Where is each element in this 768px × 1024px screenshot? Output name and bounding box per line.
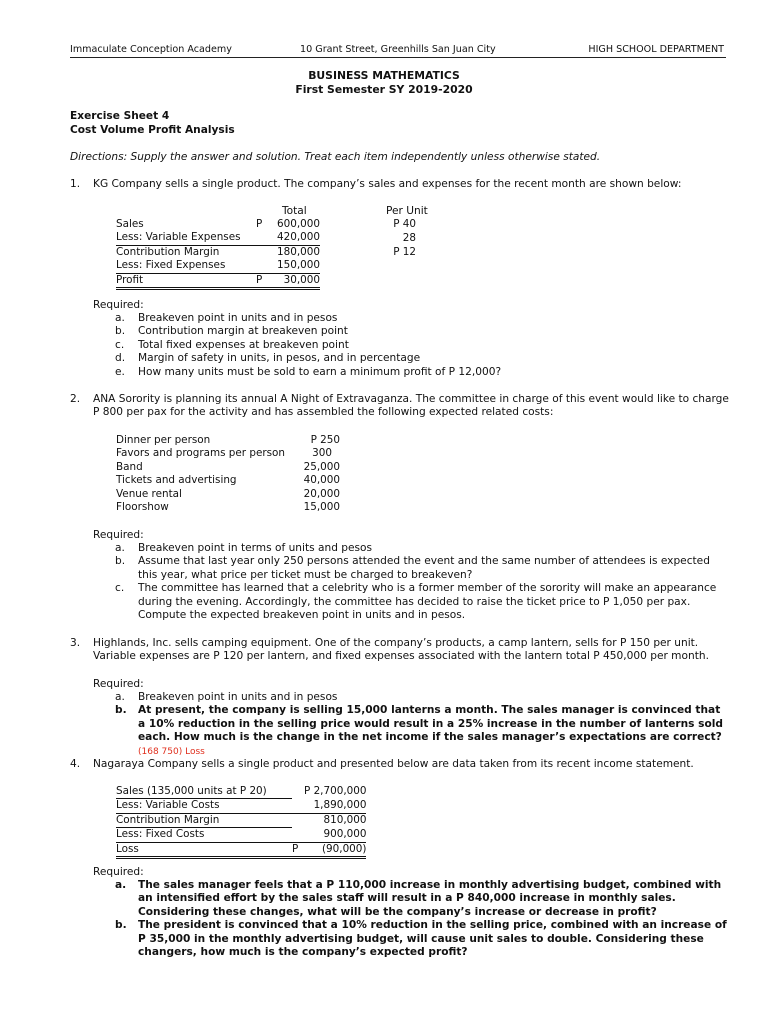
exercise-sheet: Exercise Sheet 4 — [70, 110, 170, 122]
list-item: c. The committee has learned that a celebrity who is a former member of the sorority will make an appearance during the evening. Accordingly, the committee has decided to raise the ticket price to P 1,050 per pax. Compute the expected breakeven point in units and in pesos. — [115, 582, 717, 622]
table-row: Dinner per person P 250 — [116, 434, 340, 446]
table-row: Floorshow 15,000 — [116, 501, 340, 514]
list-item: c. Total fixed expenses at breakeven point — [115, 338, 349, 351]
table-row: Contribution Margin 180,000 P 12 — [116, 245, 416, 258]
q3-text: Highlands, Inc. sells camping equipment. One of the company’s products, a camp lantern, sells for P 150 per unit. Variable expenses are P 120 per lantern, and fixed expenses associated with the lantern total P 450,000 per month. — [93, 637, 709, 663]
list-item: b. Contribution margin at breakeven point — [115, 325, 348, 338]
table-row: Band 25,000 — [116, 460, 340, 473]
school-name: Immaculate Conception Academy — [70, 44, 232, 55]
list-item: a. Breakeven point in units and in pesos — [115, 691, 338, 703]
subject-title: BUSINESS MATHEMATICS — [308, 69, 460, 82]
q2-required-list — [115, 542, 731, 622]
q4-income-table — [116, 785, 366, 859]
semester-title: First Semester SY 2019-2020 — [295, 83, 473, 96]
school-address: 10 Grant Street, Greenhills San Juan City — [300, 44, 496, 55]
list-item: a. Breakeven point in terms of units and pesos — [115, 542, 373, 554]
q1-required-list — [115, 312, 731, 379]
q1-income-table — [116, 218, 418, 290]
table-row: Profit P 30,000 — [116, 273, 418, 288]
list-item: b. The president is convinced that a 10% reduction in the selling price, combined with an increase of P 35,000 in the monthly advertising budget, will cause unit sales to double. Considering these changers, how much is the company’s expected profit? — [115, 919, 727, 959]
q2-required-label: Required: — [93, 529, 144, 541]
table-row: Loss P (90,000) — [116, 842, 366, 857]
q2-text: ANA Sorority is planning its annual A Night of Extravaganza. The committee in charge of this event would like to charge P 800 per pax for the activity and has assembled the following expected related costs: — [93, 393, 729, 419]
q1-col-total: Total — [282, 205, 307, 217]
q4-required-label: Required: — [93, 866, 144, 878]
list-item: b. At present, the company is selling 15,000 lanterns a month. The sales manager is convinced that a 10% reduction in the selling price would result in a 25% increase in the number of lanterns sold each. How much is the change in the net income if the sales manager’s expectations are correct?(168 750) Loss — [115, 704, 723, 757]
answer-note: (168 750) Loss — [138, 746, 205, 757]
table-row: Less: Variable Expenses 420,000 28 — [116, 231, 416, 244]
table-row: Contribution Margin 810,000 — [116, 813, 367, 827]
table-row: Sales (135,000 units at P 20) P 2,700,000 — [116, 785, 367, 798]
q1-number: 1. — [70, 178, 81, 190]
q1-text: KG Company sells a single product. The company’s sales and expenses for the recent month are shown below: — [93, 178, 682, 190]
q2-number: 2. — [70, 393, 81, 405]
list-item: b. Assume that last year only 250 persons attended the event and the same number of attendees is expected this year, what price per ticket must be charged to breakeven? — [115, 555, 710, 581]
q1-col-per-unit: Per Unit — [386, 205, 428, 217]
q4-required-list — [115, 879, 731, 959]
list-item: a. Breakeven point in units and in pesos — [115, 312, 338, 324]
table-row: Less: Fixed Costs 900,000 — [116, 827, 367, 841]
list-item: e. How many units must be sold to earn a minimum profit of P 12,000? — [115, 365, 502, 378]
q3-required-label: Required: — [93, 678, 144, 690]
q3-required-list — [115, 691, 731, 759]
list-item: d. Margin of safety in units, in pesos, and in percentage — [115, 352, 421, 365]
exercise-topic: Cost Volume Profit Analysis — [70, 124, 235, 136]
q2-cost-table — [116, 434, 340, 514]
page-header — [70, 43, 726, 58]
table-row: Tickets and advertising 40,000 — [116, 474, 340, 487]
q3-number: 3. — [70, 637, 81, 649]
table-row: Less: Fixed Expenses 150,000 — [116, 259, 320, 272]
table-row: Sales P 600,000 P 40 — [116, 218, 416, 230]
department-name: HIGH SCHOOL DEPARTMENT — [588, 44, 724, 55]
q4-text: Nagaraya Company sells a single product and presented below are data taken from its recent income statement. — [93, 758, 694, 770]
table-row: Less: Variable Costs 1,890,000 — [116, 799, 367, 812]
table-row: Venue rental 20,000 — [116, 487, 340, 500]
q4-number: 4. — [70, 758, 81, 770]
table-row: Favors and programs per person 300 — [116, 447, 332, 460]
directions: Directions: Supply the answer and solution. Treat each item independently unless otherwise stated. — [70, 151, 601, 163]
q1-required-label: Required: — [93, 299, 144, 311]
list-item: a. The sales manager feels that a P 110,000 increase in monthly advertising budget, combined with an intensified effort by the sales staff will result in a P 840,000 increase in monthly sales. Considering these changes, what will be the company’s increase or decrease in profit? — [115, 879, 722, 918]
